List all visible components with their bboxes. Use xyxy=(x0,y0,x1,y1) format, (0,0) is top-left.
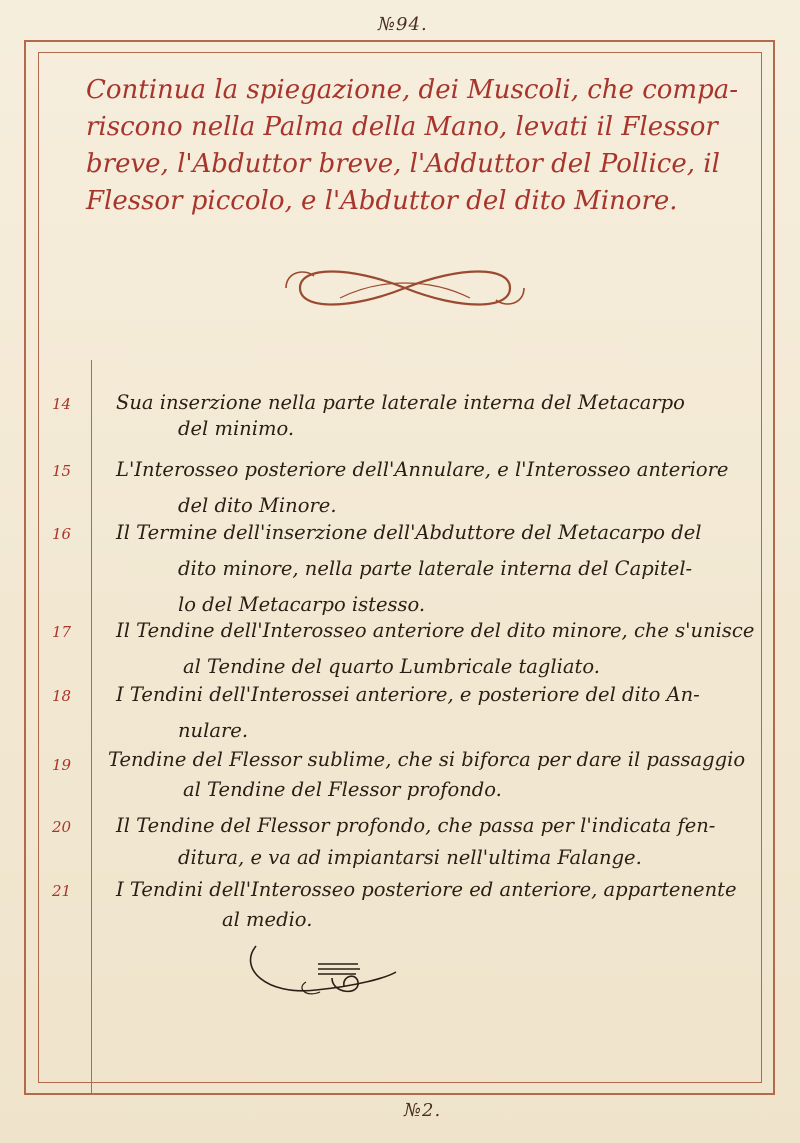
title-line: breve, l'Abduttor breve, l'Adduttor del Pollice, il xyxy=(86,149,720,179)
title-line: Continua la spiegazione, dei Muscoli, che compa- xyxy=(86,75,739,105)
entry-text xyxy=(108,742,768,808)
entry-line: al medio. xyxy=(222,908,313,931)
entry-line: al Tendine del Flessor profondo. xyxy=(183,778,502,801)
entry-text xyxy=(108,385,768,447)
entry-number: 20 xyxy=(52,818,72,836)
entry-text xyxy=(108,452,768,524)
entry-line: Il Termine dell'inserzione dell'Abduttore del Metacarpo del xyxy=(116,521,702,544)
entry-line: Sua inserzione nella parte laterale interna del Metacarpo xyxy=(116,391,685,414)
title-line: riscono nella Palma della Mano, levati il Flessor xyxy=(86,112,718,142)
entry-line: del minimo. xyxy=(178,417,295,440)
entry-line: nulare. xyxy=(178,719,249,742)
entry-line: del dito Minore. xyxy=(178,494,337,517)
entry-number: 21 xyxy=(52,882,72,900)
entry-number: 14 xyxy=(52,395,72,413)
entry-line: L'Interosseo posteriore dell'Annulare, e l'Interosseo anteriore xyxy=(116,458,729,481)
entry-line: dito minore, nella parte laterale interna del Capitel- xyxy=(178,557,693,580)
title-line: Flessor piccolo, e l'Abduttor del dito Minore. xyxy=(86,186,678,216)
entry-text xyxy=(108,613,768,685)
entry-number: 18 xyxy=(52,687,72,705)
entry-text xyxy=(108,808,768,876)
entry-number: 16 xyxy=(52,525,72,543)
entry-line: al Tendine del quarto Lumbricale tagliato. xyxy=(183,655,600,678)
page-number-top: №94. xyxy=(378,14,428,35)
page-title xyxy=(86,72,766,220)
entry-number: 17 xyxy=(52,623,72,641)
entry-line: Tendine del Flessor sublime, che si biforca per dare il passaggio xyxy=(108,748,746,771)
entry-text xyxy=(108,677,768,749)
entry-text xyxy=(108,872,768,938)
entry-number: 15 xyxy=(52,462,72,480)
flourish-ornament xyxy=(280,258,530,318)
entry-line: Il Tendine del Flessor profondo, che passa per l'indicata fen- xyxy=(116,814,716,837)
tailpiece-ornament xyxy=(236,938,406,1008)
entry-number: 19 xyxy=(52,756,72,774)
margin-rule xyxy=(91,360,92,1095)
entry-text xyxy=(108,515,768,623)
entry-line: lo del Metacarpo istesso. xyxy=(178,593,426,616)
entry-line: I Tendini dell'Interosseo posteriore ed anteriore, appartenente xyxy=(116,878,737,901)
entry-line: ditura, e va ad impiantarsi nell'ultima Falange. xyxy=(178,846,642,869)
page-number-bottom: №2. xyxy=(404,1100,442,1121)
entry-line: I Tendini dell'Interossei anteriore, e posteriore del dito An- xyxy=(116,683,700,706)
entry-line: Il Tendine dell'Interosseo anteriore del dito minore, che s'unisce xyxy=(116,619,755,642)
